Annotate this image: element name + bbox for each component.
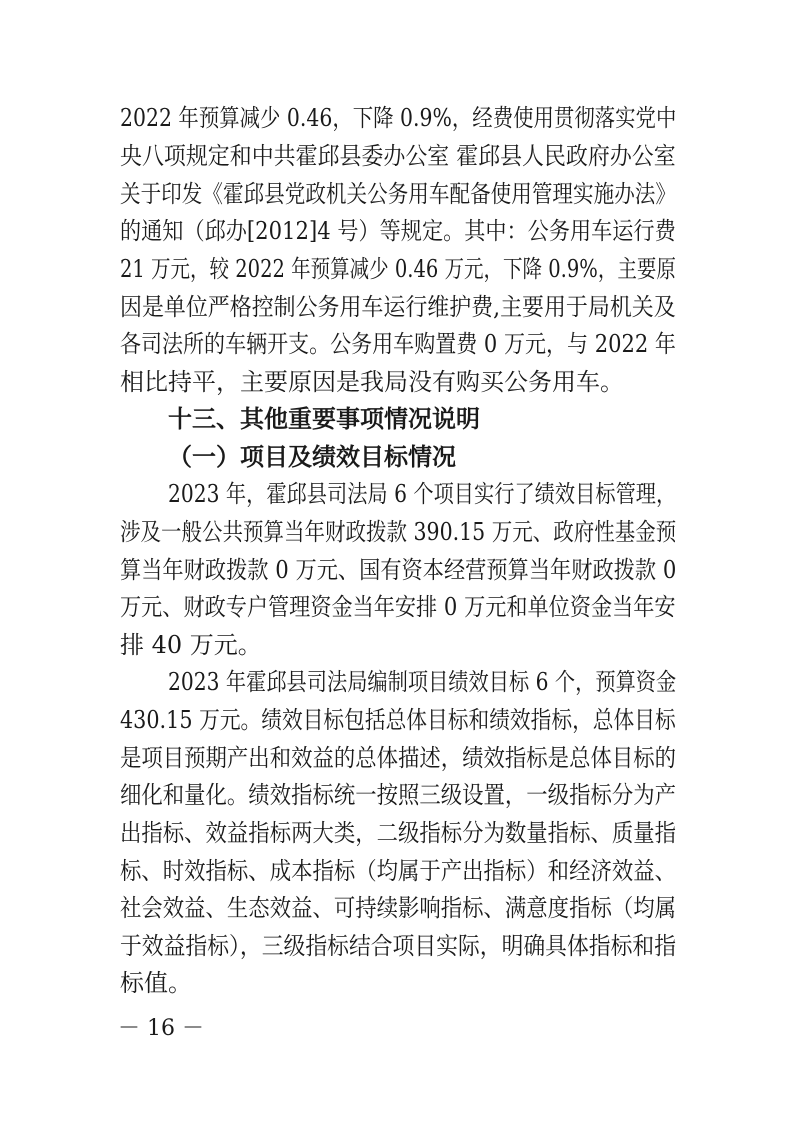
text-line: 2022 年预算减少 0.46，下降 0.9%，经费使用贯彻落实党中 <box>120 104 677 132</box>
subsection-heading: （一）项目及绩效目标情况 <box>168 443 456 471</box>
text-line: 因是单位严格控制公务用车运行维护费,主要用于局机关及 <box>120 293 676 321</box>
text-line: 社会效益、生态效益、可持续影响指标、满意度指标（均属 <box>120 894 676 922</box>
text-line: 相比持平，主要原因是我局没有购买公务用车。 <box>120 368 624 396</box>
text-line: 于效益指标），三级指标结合项目实际，明确具体指标和指 <box>120 932 677 960</box>
text-line: 细化和量化。绩效指标统一按照三级设置，一级指标分为产 <box>120 781 676 809</box>
text-line: 的通知（邱办[2012]4 号）等规定。其中：公务用车运行费 <box>120 217 676 245</box>
text-line: 算当年财政拨款 0 万元、国有资本经营预算当年财政拨款 0 <box>120 556 677 584</box>
text-line: 排 40 万元。 <box>120 631 262 659</box>
text-line: 标、时效指标、成本指标（均属于产出指标）和经济效益、 <box>120 857 676 885</box>
text-line: 各司法所的车辆开支。公务用车购置费 0 万元，与 2022 年 <box>120 330 676 358</box>
text-line: 关于印发《霍邱县党政机关公务用车配备使用管理实施办法》 <box>120 180 676 208</box>
text-line: 出指标、效益指标两大类，二级指标分为数量指标、质量指 <box>120 819 676 847</box>
text-line: 2023 年，霍邱县司法局 6 个项目实行了绩效目标管理， <box>168 480 677 508</box>
text-line: 万元、财政专户管理资金当年安排 0 万元和单位资金当年安 <box>120 593 676 621</box>
text-line: 涉及一般公共预算当年财政拨款 390.15 万元、政府性基金预 <box>120 518 677 546</box>
text-line: 央八项规定和中共霍邱县委办公室 霍邱县人民政府办公室 <box>120 142 676 170</box>
section-heading: 十三、其他重要事项情况说明 <box>168 405 480 433</box>
text-line: 430.15 万元。绩效目标包括总体目标和绩效指标，总体目标 <box>120 706 676 734</box>
text-line: 是项目预期产出和效益的总体描述，绩效指标是总体目标的 <box>120 744 676 772</box>
text-line: 标值。 <box>120 969 192 997</box>
text-line: 2023 年霍邱县司法局编制项目绩效目标 6 个，预算资金 <box>168 668 677 696</box>
page-number: － 16 － <box>118 1016 204 1041</box>
text-line: 21 万元，较 2022 年预算减少 0.46 万元，下降 0.9%，主要原 <box>120 255 676 283</box>
